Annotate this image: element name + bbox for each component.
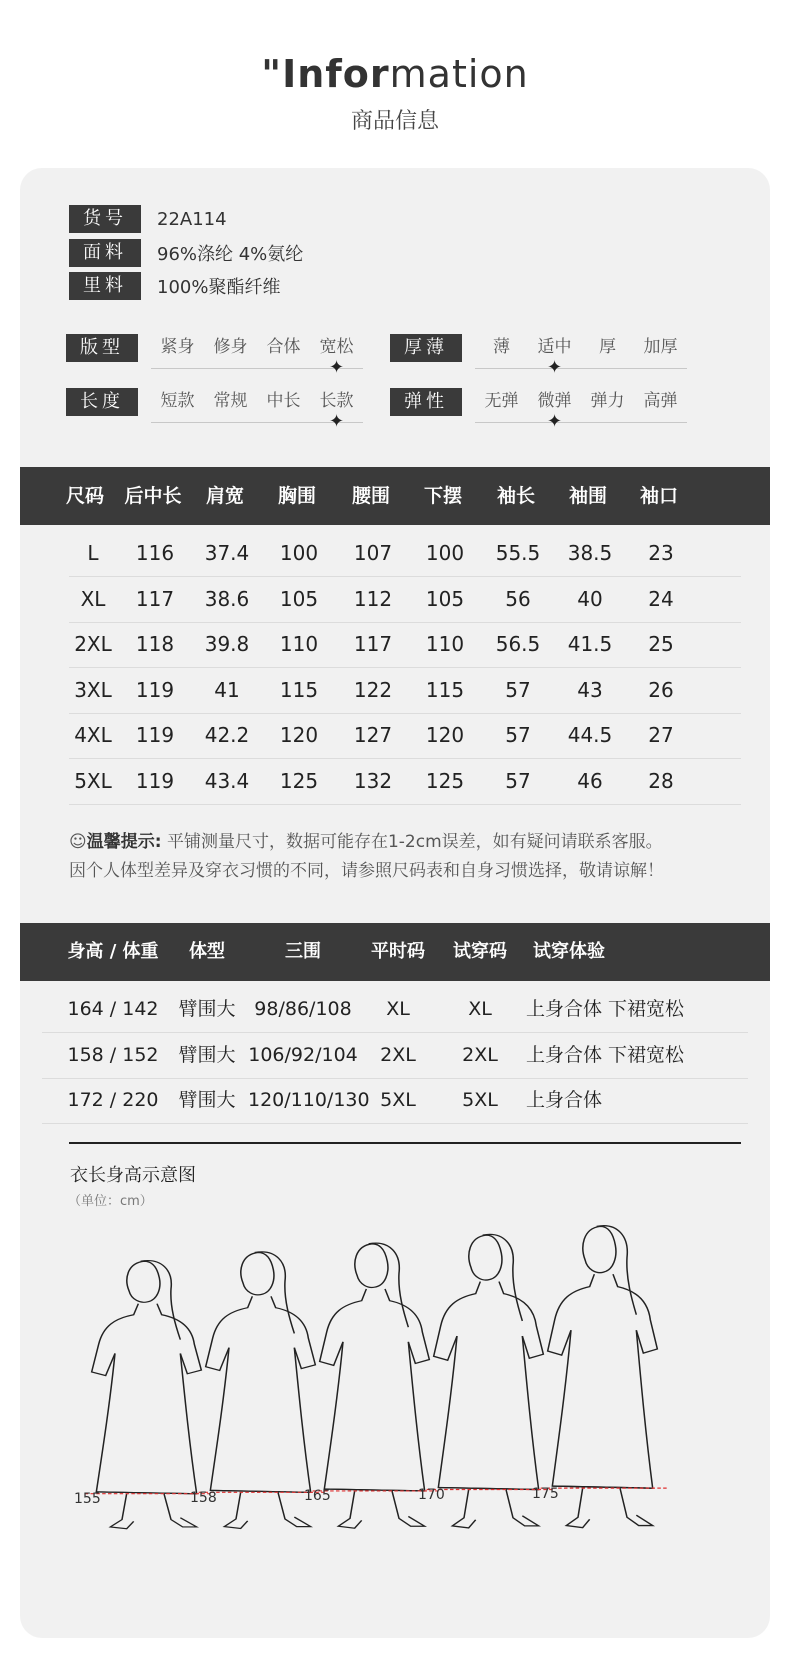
size-cell: 43 [577,677,603,702]
size-cell: 39.8 [204,632,250,656]
fit-header-cell: 身高 / 体重 [67,941,159,962]
size-table-header [20,467,770,525]
size-cell: 41.5 [567,632,613,656]
scale-tag: 长度 [66,388,138,416]
size-cell: 110 [279,632,319,656]
size-cell: 55.5 [495,541,541,565]
selected-star-icon: ✦ [547,411,563,432]
info-card [20,168,770,1638]
scale-line [475,422,687,423]
size-cell: 122 [353,677,393,702]
scale-option: 中长 [266,391,301,411]
scale-option: 修身 [213,337,248,357]
selected-star-icon: ✦ [329,357,345,378]
size-cell: 125 [279,768,319,793]
scale-option: 宽松 [319,337,354,357]
size-cell: 24 [648,586,674,611]
scale-tag: 厚薄 [390,334,462,362]
scale-fit [66,332,366,378]
scale-option: 加厚 [643,337,678,357]
selected-star-icon: ✦ [329,411,345,432]
fit-header-cell: 试穿体验 [533,941,605,962]
size-cell: 5XL [74,768,112,793]
info-row-sku [69,205,227,233]
figure-unit: （单位：cm） [68,1194,153,1209]
size-cell: 105 [279,586,319,611]
fit-cell: 164 / 142 [67,998,159,1020]
scale-option: 常规 [213,391,248,411]
size-cell: 56 [505,586,531,611]
page-title-en: "Information [261,52,529,96]
size-cell: 37.4 [204,541,250,565]
size-cell: 38.5 [567,541,613,565]
section-divider [69,1142,741,1144]
fit-cell: 172 / 220 [67,1089,159,1111]
scale-option: 薄 [493,337,510,357]
scale-thickness [390,332,690,378]
fit-cell: 158 / 152 [67,1043,159,1066]
tip-line-1 [69,827,663,852]
size-cell: 26 [648,677,674,702]
fit-header-cell: 体型 [189,941,225,962]
size-cell: 117 [353,632,393,656]
smiley-icon: ☺ [69,832,87,852]
info-row-fabric [69,239,303,267]
size-cell: 44.5 [567,723,613,747]
size-cell: 127 [353,723,393,747]
size-cell: 100 [425,541,465,565]
size-cell: 27 [648,723,674,747]
height-label: 155 [74,1491,101,1508]
size-cell: XL [80,586,106,611]
size-header-cell: 胸围 [277,485,316,507]
scale-length [66,386,366,432]
fit-cell: 2XL [462,1043,498,1066]
fit-cell: 106/92/104 [248,1043,358,1066]
size-cell: 40 [577,586,603,611]
size-cell: 57 [505,768,531,793]
scale-option: 长款 [319,391,354,411]
scale-option: 弹力 [590,391,625,411]
size-cell: 4XL [74,723,112,747]
height-label: 158 [190,1489,217,1506]
tip-line-2: 因个人体型差异及穿衣习惯的不同，请参照尺码表和自身习惯选择，敬请谅解！ [69,861,664,881]
size-table-row [69,529,741,577]
size-header-cell: 尺码 [65,485,104,507]
fit-cell: 上身合体 下裙宽松 [526,1043,685,1066]
size-header-cell: 袖口 [639,485,678,507]
size-table-row [69,575,741,623]
fit-cell: 98/86/108 [254,998,352,1020]
size-cell: 43.4 [204,768,250,793]
size-cell: 107 [353,541,393,565]
size-cell: 112 [353,586,393,611]
size-header-cell: 腰围 [351,485,390,507]
scale-option: 短款 [160,391,195,411]
scale-option: 适中 [537,337,572,357]
size-header-cell: 袖长 [496,485,535,507]
size-cell: 110 [425,632,465,656]
size-cell: 115 [279,677,319,702]
size-header-cell: 下摆 [423,485,462,507]
scale-option: 高弹 [643,391,678,411]
tip-label: 温馨提示: [86,832,162,852]
scale-option: 紧身 [160,337,195,357]
height-label: 175 [532,1485,559,1502]
height-label: 165 [304,1488,331,1505]
size-cell: 38.6 [204,586,250,611]
size-cell: 105 [425,586,465,611]
scale-option: 合体 [266,337,301,357]
size-cell: 46 [577,768,603,793]
fit-cell: 臂围大 [178,1043,236,1066]
size-cell: 28 [648,768,674,793]
size-table-row [69,666,741,714]
scale-option: 微弹 [537,391,572,411]
info-tag: 面料 [69,239,141,267]
fit-cell: 2XL [380,1043,416,1066]
info-tag: 货号 [69,205,141,233]
figure-title: 衣长身高示意图 [70,1165,196,1186]
selected-star-icon: ✦ [547,357,563,378]
scale-tag: 版型 [66,334,138,362]
fit-table-row [42,1076,748,1124]
info-value: 96%涤纶 4%氨纶 [157,244,304,265]
scale-line [475,368,687,369]
size-cell: 3XL [74,677,112,702]
info-value: 22A114 [157,208,227,230]
size-cell: 2XL [74,632,112,656]
fit-header-cell: 试穿码 [453,941,507,962]
size-cell: 120 [279,723,319,747]
size-table-row [69,711,741,759]
size-cell: 25 [648,632,674,656]
fit-cell: 臂围大 [178,998,236,1020]
fit-cell: XL [468,998,492,1020]
tip-text: 平铺测量尺寸，数据可能存在1-2cm误差，如有疑问请联系客服。 [166,832,663,852]
size-table-row [69,620,741,668]
size-cell: 23 [648,541,674,565]
size-header-cell: 后中长 [124,485,182,507]
size-cell: 57 [505,677,531,702]
fit-table-row [42,985,748,1033]
size-cell: 119 [135,768,175,793]
size-cell: 132 [353,768,393,793]
scale-option: 厚 [599,337,616,357]
fit-cell: 120/110/130 [248,1089,370,1111]
info-value: 100%聚酯纤维 [157,277,281,298]
page-title-cn: 商品信息 [350,109,439,134]
info-tag: 里料 [69,272,141,300]
fit-cell: XL [386,998,410,1020]
fit-cell: 臂围大 [178,1089,236,1111]
size-cell: 119 [135,723,175,747]
scale-elasticity [390,386,690,432]
size-table-row [69,757,741,805]
fit-cell: 5XL [462,1089,498,1111]
size-cell: 116 [135,541,175,565]
size-cell: 115 [425,677,465,702]
fit-header-cell: 三围 [285,941,321,962]
fit-table-header [20,923,770,981]
size-cell: 41 [214,677,240,702]
size-header-cell: 肩宽 [205,485,244,507]
height-label: 170 [418,1487,445,1504]
scale-tag: 弹性 [390,388,462,416]
fit-cell: 上身合体 [526,1089,603,1111]
size-cell: 117 [135,586,175,611]
info-row-lining [69,272,280,300]
size-header-cell: 袖围 [568,485,607,507]
size-cell: 56.5 [495,632,541,656]
size-cell: 42.2 [204,723,250,747]
fit-cell: 上身合体 下裙宽松 [526,998,685,1020]
size-cell: 119 [135,677,175,702]
fit-header-cell: 平时码 [371,941,425,962]
size-cell: 100 [279,541,319,565]
size-cell: L [87,541,99,565]
fit-table-row [42,1031,748,1079]
size-cell: 125 [425,768,465,793]
size-cell: 57 [505,723,531,747]
scale-option: 无弹 [484,391,519,411]
size-cell: 120 [425,723,465,747]
size-cell: 118 [135,632,175,656]
fit-cell: 5XL [380,1089,416,1111]
